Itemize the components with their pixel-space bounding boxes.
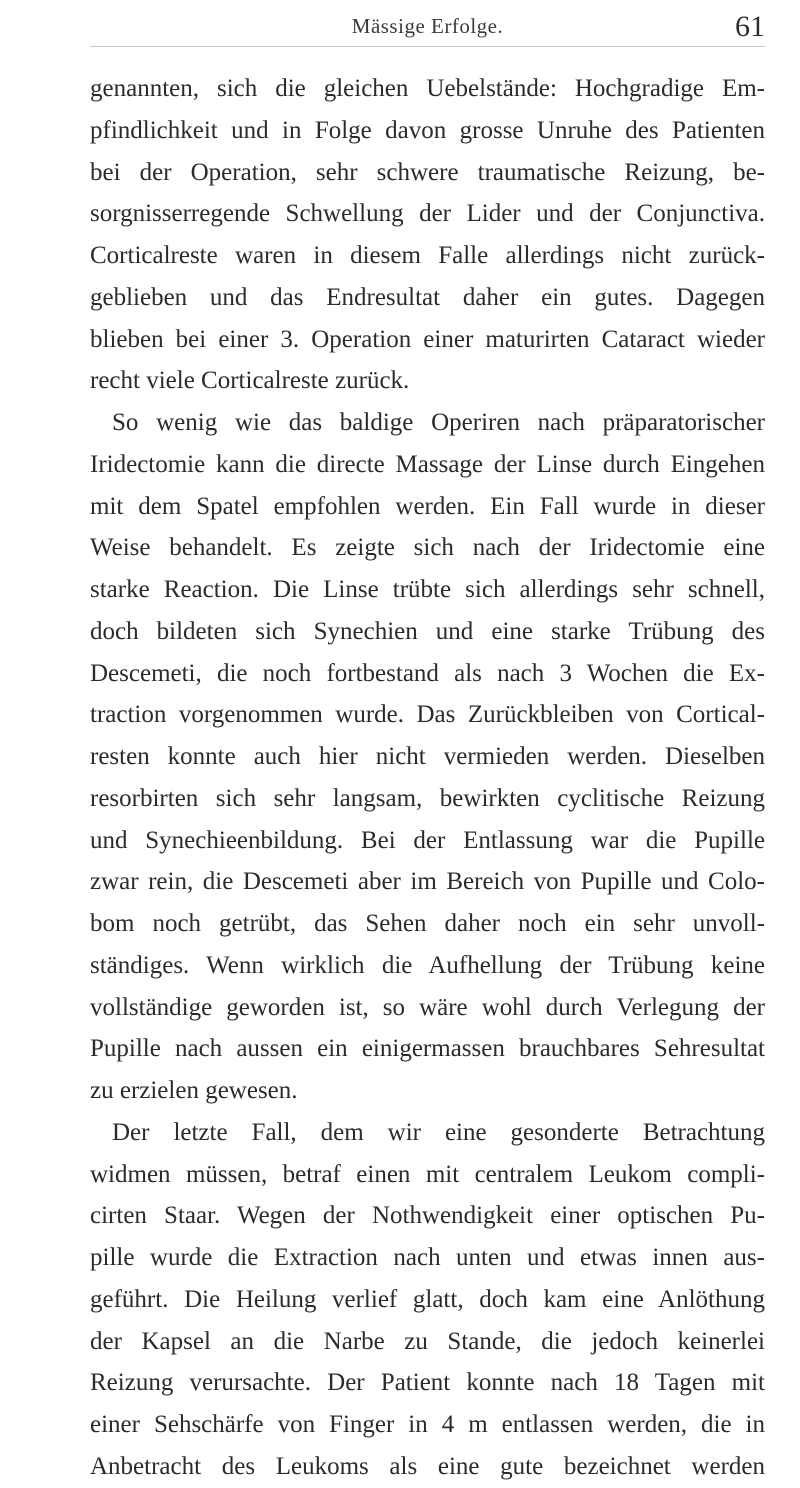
text-line: mit dem Spatel empfohlen werden. Ein Fall wurde in dieser: [90, 492, 765, 520]
text-line: ständiges. Wenn wirklich die Aufhellung der Trübung keine: [90, 951, 765, 979]
page-header: [90, 10, 765, 50]
text-line: doch bildeten sich Synechien und eine starke Trübung des: [90, 617, 765, 645]
text-line: starke Reaction. Die Linse trübte sich allerdings sehr schnell,: [90, 576, 765, 603]
text-line: Weise behandelt. Es zeigte sich nach der Iridectomie eine: [90, 534, 765, 562]
text-line: Reizung verursachte. Der Patient konnte nach 18 Tagen mit: [90, 1369, 765, 1397]
text-line: Pupille nach aussen ein einigermassen brauchbares Sehresultat: [90, 1035, 765, 1063]
text-line: So wenig wie das baldige Operiren nach präparatorischer: [112, 409, 765, 436]
text-line: genannten, sich die gleichen Uebelstände: Hochgradige Em-: [90, 75, 765, 102]
text-line: geführt. Die Heilung verlief glatt, doch kam eine Anlöthung: [90, 1285, 765, 1313]
text-line: cirten Staar. Wegen der Nothwendigkeit einer optischen Pu-: [90, 1202, 765, 1230]
text-line: Descemeti, die noch fortbestand als nach 3 Wochen die Ex-: [90, 659, 765, 687]
text-line: recht viele Corticalreste zurück.: [90, 367, 410, 395]
text-line: und Synechieenbildung. Bei der Entlassung war die Pupille: [90, 826, 765, 854]
text-line: zu erzielen gewesen.: [90, 1077, 298, 1104]
text-line: blieben bei einer 3. Operation einer maturirten Cataract wieder: [90, 325, 765, 353]
running-head: Mässige Erfolge.: [351, 14, 504, 38]
text-line: Corticalreste waren in diesem Falle allerdings nicht zurück-: [90, 242, 765, 269]
text-line: sorgnisserregende Schwellung der Lider und der Conjunctiva.: [90, 200, 765, 228]
text-line: geblieben und das Endresultat daher ein gutes. Dagegen: [90, 283, 765, 311]
header-rule: [90, 46, 765, 47]
text-line: resten konnte auch hier nicht vermieden werden. Dieselben: [90, 743, 765, 770]
text-line: bei der Operation, sehr schwere traumatische Reizung, be-: [90, 158, 765, 186]
text-line: Iridectomie kann die directe Massage der Linse durch Eingehen: [90, 450, 765, 478]
text-line: bom noch getrübt, das Sehen daher noch ein sehr unvoll-: [90, 910, 765, 937]
text-line: Der letzte Fall, dem wir eine gesonderte Betrachtung: [112, 1118, 765, 1146]
text-line: zwar rein, die Descemeti aber im Bereich von Pupille und Colo-: [90, 868, 765, 896]
text-line: einer Sehschärfe von Finger in 4 m entlassen werden, die in: [90, 1411, 765, 1438]
page-number: 61: [735, 10, 765, 43]
text-line: pille wurde die Extraction nach unten und etwas innen aus-: [90, 1244, 765, 1271]
body-text: [90, 68, 765, 1488]
text-line: Anbetracht des Leukoms als eine gute bezeichnet werden: [90, 1452, 765, 1480]
text-line: pfindlichkeit und in Folge davon grosse Unruhe des Patienten: [90, 116, 765, 144]
text-line: widmen müssen, betraf einen mit centralem Leukom compli-: [90, 1160, 765, 1188]
text-line: resorbirten sich sehr langsam, bewirkten cyclitische Reizung: [90, 784, 765, 812]
text-line: traction vorgenommen wurde. Das Zurückbleiben von Cortical-: [90, 701, 765, 729]
text-line: der Kapsel an die Narbe zu Stande, die jedoch keinerlei: [90, 1327, 765, 1355]
text-line: vollständige geworden ist, so wäre wohl durch Verlegung der: [90, 993, 765, 1021]
